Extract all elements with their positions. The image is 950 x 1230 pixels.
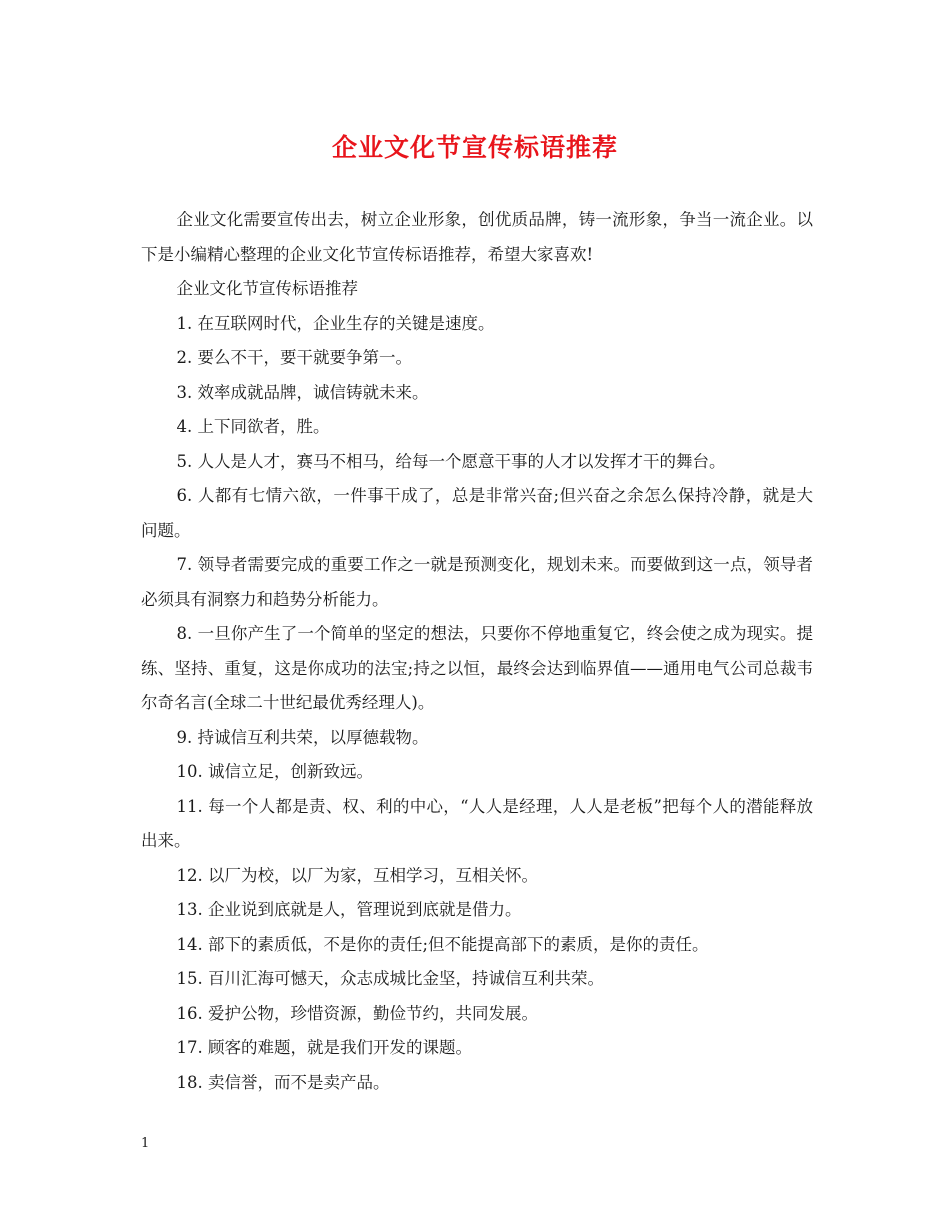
slogan-item: 15. 百川汇海可憾天，众志成城比金坚，持诚信互利共荣。 — [176, 969, 604, 988]
slogan-item: 16. 爱护公物，珍惜资源，勤俭节约，共同发展。 — [176, 1003, 538, 1023]
slogan-item: 5. 人人是人才，赛马不相马，给每一个愿意干事的人才以发挥才干的舞台。 — [176, 451, 726, 471]
slogan-item: 11. 每一个人都是责、权、利的中心，“人人是经理，人人是老板”把每个人的潜能释放出来。 — [141, 796, 813, 850]
slogan-item: 7. 领导者需要完成的重要工作之一就是预测变化，规划未来。而要做到这一点，领导者必须具有洞察力和趋势分析能力。 — [141, 555, 813, 609]
slogan-item: 6. 人都有七情六欲，一件事干成了，总是非常兴奋;但兴奋之余怎么保持冷静，就是大问题。 — [141, 486, 813, 540]
slogan-item: 1. 在互联网时代，企业生存的关键是速度。 — [176, 313, 495, 333]
slogan-item: 8. 一旦你产生了一个简单的坚定的想法，只要你不停地重复它，终会使之成为现实。提练、坚持、重复，这是你成功的法宝;持之以恒，最终会达到临界值——通用电气公司总裁韦尔奇名言(全球二十世纪最优秀经理人)。 — [141, 624, 813, 712]
slogan-item: 13. 企业说到底就是人，管理说到底就是借力。 — [176, 900, 522, 919]
page-title: 企业文化节宣传标语推荐 — [331, 133, 618, 162]
intro-paragraph: 企业文化需要宣传出去，树立企业形象，创优质品牌，铸一流形象，争当一流企业。以下是小编精心整理的企业文化节宣传标语推荐，希望大家喜欢! — [141, 210, 813, 264]
section-heading: 企业文化节宣传标语推荐 — [176, 279, 358, 298]
slogan-item: 17. 顾客的难题，就是我们开发的课题。 — [176, 1038, 472, 1057]
slogan-item: 14. 部下的素质低，不是你的责任;但不能提高部下的素质，是你的责任。 — [176, 934, 709, 954]
slogan-item: 4. 上下同欲者，胜。 — [176, 417, 330, 436]
slogan-item: 12. 以厂为校，以厂为家，互相学习，互相关怀。 — [176, 865, 538, 885]
slogan-item: 18. 卖信誉，而不是卖产品。 — [176, 1072, 390, 1092]
slogan-item: 9. 持诚信互利共荣，以厚德载物。 — [176, 727, 429, 747]
page-number: 1 — [141, 1136, 150, 1151]
slogan-item: 2. 要么不干，要干就要争第一。 — [176, 348, 412, 367]
slogan-item: 10. 诚信立足，创新致远。 — [176, 762, 373, 781]
slogan-item: 3. 效率成就品牌，诚信铸就未来。 — [176, 382, 429, 402]
document-body — [141, 203, 813, 1100]
